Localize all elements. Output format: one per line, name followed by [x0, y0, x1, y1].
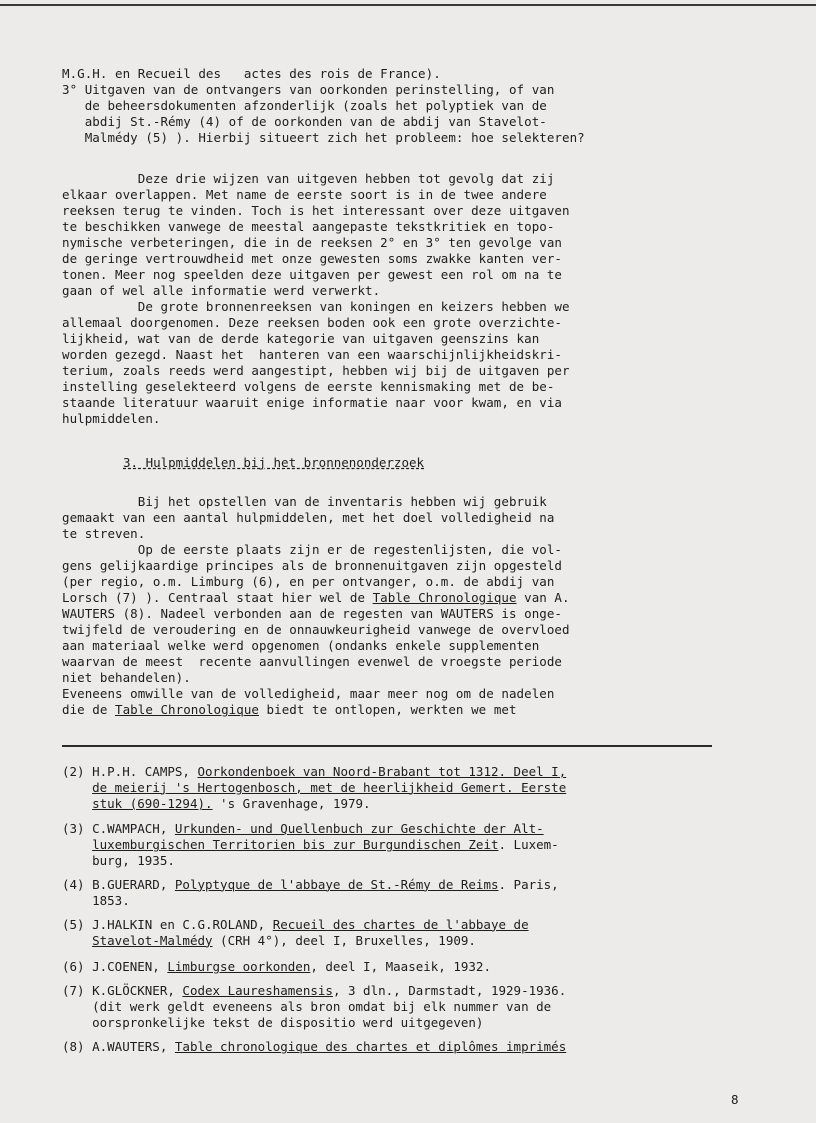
text-line: niet behandelen). [62, 670, 191, 685]
text-line: de geringe vertrouwdheid met onze gewesten soms zwakke kanten ver- [62, 251, 562, 266]
text-line: WAUTERS (8). Nadeel verbonden aan de regesten van WAUTERS is onge- [62, 606, 562, 621]
underlined-title: luxemburgischen Territorien bis zur Burgundischen Zeit [92, 837, 499, 852]
text-line: Op de eerste plaats zijn er de regestenlijsten, die vol- [62, 542, 562, 557]
footnote-line: stuk (690-1294). 's Gravenhage, 1979. [92, 796, 371, 811]
footnote-line: (2) H.P.H. CAMPS, Oorkondenboek van Noord-Brabant tot 1312. Deel I, [62, 764, 567, 779]
text-line: tonen. Meer nog speelden deze uitgaven per gewest een rol om na te [62, 267, 562, 282]
footnote-item [62, 764, 752, 812]
text-line: Malmédy (5) ). Hierbij situeert zich het probleem: hoe selekteren? [62, 130, 585, 145]
text-line: De grote bronnenreeksen van koningen en keizers hebben we [62, 299, 570, 314]
footnote-line: (3) C.WAMPACH, Urkunden- und Quellenbuch zur Geschichte der Alt- [62, 821, 544, 836]
text-line: (per regio, o.m. Limburg (6), en per ontvanger, o.m. de abdij van [62, 574, 555, 589]
footnote-item [62, 877, 752, 909]
footnote-line: (4) B.GUERARD, Polyptyque de l'abbaye de St.-Rémy de Reims. Paris, [62, 877, 559, 892]
footnote-item [62, 917, 752, 949]
text-line: Eveneens omwille van de volledigheid, maar meer nog om de nadelen [62, 686, 555, 701]
footnote-line: 1853. [62, 893, 130, 908]
underlined-title: stuk (690-1294). [92, 796, 213, 811]
footnote-item [62, 821, 752, 869]
text-line: 3° Uitgaven van de ontvangers van oorkonden perinstelling, of van [62, 82, 555, 97]
text-line: reeksen terug te vinden. Toch is het interessant over deze uitgaven [62, 203, 570, 218]
text-line: staande literatuur waaruit enige informatie naar voor kwam, en via [62, 395, 562, 410]
page-number: 8 [731, 1092, 739, 1107]
text-line: gaan of wel alle informatie werd verwerkt. [62, 283, 381, 298]
text-line: aan materiaal welke werd opgenomen (ondanks enkele supplementen [62, 638, 540, 653]
paragraph-publishers [62, 66, 742, 146]
text-line: elkaar overlappen. Met name de eerste soort is in de twee andere [62, 187, 547, 202]
paragraph-overlap [62, 171, 742, 427]
text-line: nymische verbeteringen, die in de reeksen 2° en 3° ten gevolge van [62, 235, 562, 250]
footnote-line: Stavelot-Malmédy (CRH 4°), deel I, Bruxelles, 1909. [92, 933, 476, 948]
underlined-title: Limburgse oorkonden [167, 959, 311, 974]
text-line: hulpmiddelen. [62, 411, 161, 426]
footnote-line: (8) A.WAUTERS, Table chronologique des chartes et diplômes imprimés [62, 1039, 567, 1054]
top-border-line [0, 4, 816, 6]
underlined-title: Oorkondenboek van Noord-Brabant tot 1312. Deel I, [197, 764, 567, 779]
footnote-item [62, 1039, 752, 1055]
footnote-line: (7) K.GLÖCKNER, Codex Laureshamensis, 3 dln., Darmstadt, 1929-1936. [62, 983, 567, 998]
text-line: abdij St.-Rémy (4) of de oorkonden van de abdij van Stavelot- [62, 114, 547, 129]
text-line: Deze drie wijzen van uitgeven hebben tot gevolg dat zij [62, 171, 555, 186]
paragraph-hulpmiddelen [62, 494, 742, 718]
underlined-title: Urkunden- und Quellenbuch zur Geschichte der Alt- [174, 821, 544, 836]
text-line: gens gelijkaardige principes als de bronnenuitgaven zijn opgesteld [62, 558, 562, 573]
section-heading: 3. Hulpmiddelen bij het bronnenonderzoek [123, 455, 425, 470]
footnote-line: (6) J.COENEN, Limburgse oorkonden, deel I, Maaseik, 1932. [62, 959, 491, 974]
text-line: te streven. [62, 526, 146, 541]
text-line: gemaakt van een aantal hulpmiddelen, met het doel volledigheid na [62, 510, 555, 525]
underlined-title: Codex Laureshamensis [182, 983, 333, 998]
text-line: worden gezegd. Naast het hanteren van een waarschijnlijkheidskri- [62, 347, 562, 362]
footnote-separator [62, 745, 712, 747]
footnote-item [62, 983, 752, 1031]
text-line: twijfeld de veroudering en de onnauwkeurigheid vanwege de overvloed [62, 622, 570, 637]
text-line: instelling geselekteerd volgens de eerste kennismaking met de be- [62, 379, 555, 394]
text-line: lijkheid, wat van de derde kategorie van uitgaven geenszins kan [62, 331, 540, 346]
underlined-title: Table chronologique des chartes et diplômes imprimés [174, 1039, 567, 1054]
footnote-line: (5) J.HALKIN en C.G.ROLAND, Recueil des chartes de l'abbaye de [62, 917, 529, 932]
footnote-line: burg, 1935. [62, 853, 175, 868]
underlined-title: Polyptyque de l'abbaye de St.-Rémy de Reims [174, 877, 499, 892]
text-line: de beheersdokumenten afzonderlijk (zoals het polyptiek van de [62, 98, 547, 113]
text-line: waarvan de meest recente aanvullingen evenwel de vroegste periode [62, 654, 562, 669]
footnote-line [62, 780, 752, 796]
text-line: M.G.H. en Recueil des actes des rois de France). [62, 66, 441, 81]
text-line: terium, zoals reeds werd aangestipt, hebben wij bij de uitgaven per [62, 363, 570, 378]
text-line: te beschikken vanwege de meestal aangepaste tekstkritiek en topo- [62, 219, 555, 234]
underlined-title: Stavelot-Malmédy [92, 933, 213, 948]
footnote-line: oorspronkelijke tekst de dispositio werd uitgegeven) [62, 1015, 484, 1030]
footnote-item [62, 959, 752, 975]
text-line: Bij het opstellen van de inventaris hebben wij gebruik [62, 494, 547, 509]
underlined-title: de meierij 's Hertogenbosch, met de heerlijkheid Gemert. Eerste [92, 780, 567, 795]
text-line: allemaal doorgenomen. Deze reeksen boden ook een grote overzichte- [62, 315, 562, 330]
underlined-title: Recueil des chartes de l'abbaye de [272, 917, 529, 932]
underlined-title: Table Chronologique [372, 590, 517, 605]
text-line: die de Table Chronologique biedt te ontlopen, werkten we met [62, 702, 517, 717]
underlined-title: Table Chronologique [115, 702, 259, 717]
footnote-line: (dit werk geldt eveneens als bron omdat bij elk nummer van de [62, 999, 552, 1014]
text-line: Lorsch (7) ). Centraal staat hier wel de Table Chronologique van A. [62, 590, 570, 605]
footnote-line: luxemburgischen Territorien bis zur Burgundischen Zeit. Luxem- [92, 837, 559, 852]
